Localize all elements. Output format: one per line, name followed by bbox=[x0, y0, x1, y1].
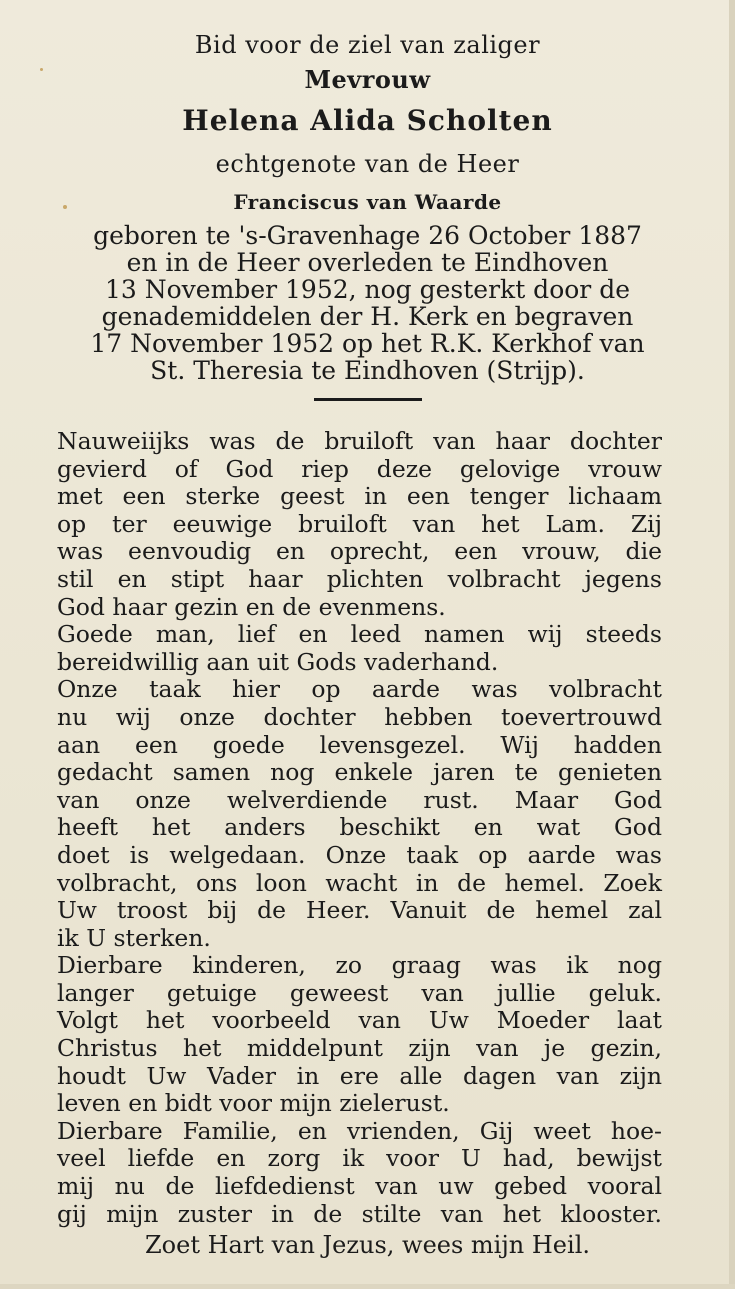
memorial-text-line: nu wij onze dochter hebben toevertrouwd bbox=[57, 702, 662, 731]
memorial-text-line: ik U sterken. bbox=[57, 923, 211, 952]
memorial-text-line: Christus het middelpunt zijn van je gezin, bbox=[57, 1034, 662, 1063]
memorial-text-line: God haar gezin en de evenmens. bbox=[57, 592, 446, 621]
closing-prayer: Zoet Hart van Jezus, wees mijn Heil. bbox=[144, 1231, 590, 1259]
biography bbox=[40, 222, 695, 384]
biography-line: genademiddelen der H. Kerk en begraven bbox=[101, 302, 634, 331]
memorial-text-line: Nauweiijks was de bruiloft van haar dochter bbox=[57, 427, 662, 455]
spouse-name: Franciscus van Waarde bbox=[233, 190, 502, 214]
biography-line: 17 November 1952 op het R.K. Kerkhof van bbox=[90, 329, 645, 358]
memorial-text-line: Goede man, lief en leed namen wij steeds bbox=[57, 620, 662, 649]
memorial-text-line: Dierbare kinderen, zo graag was ik nog bbox=[57, 951, 662, 980]
memorial-text-line: doet is welgedaan. Onze taak op aarde was bbox=[57, 840, 662, 869]
memorial-text-line: leven en bidt voor mijn zielerust. bbox=[57, 1089, 450, 1118]
title-mevrouw: Mevrouw bbox=[304, 65, 431, 94]
biography-line: St. Theresia te Eindhoven (Strijp). bbox=[150, 356, 585, 385]
prayer-line: Bid voor de ziel van zaliger bbox=[194, 31, 541, 59]
memorial-text-line: gevierd of God riep deze gelovige vrouw bbox=[57, 454, 662, 483]
memorial-text-line: Uw troost bij de Heer. Vanuit de hemel zal bbox=[57, 896, 662, 925]
memorial-text-line: was eenvoudig en oprecht, een vrouw, die bbox=[57, 537, 662, 566]
card-header bbox=[40, 28, 695, 401]
memorial-text-line: gij mijn zuster in de stilte van het klooster. bbox=[57, 1199, 662, 1228]
memorial-text-line: stil en stipt haar plichten volbracht jegens bbox=[57, 564, 662, 593]
memorial-text-line: houdt Uw Vader in ere alle dagen van zijn bbox=[57, 1061, 662, 1090]
memorial-text-line: van onze welverdiende rust. Maar God bbox=[57, 785, 662, 814]
memorial-text-line: Volgt het voorbeeld van Uw Moeder laat bbox=[57, 1006, 662, 1035]
memorial-text-line: heeft het anders beschikt en wat God bbox=[57, 813, 662, 842]
memorial-text-line: langer getuige geweest van jullie geluk. bbox=[57, 978, 662, 1007]
biography-line: en in de Heer overleden te Eindhoven bbox=[126, 248, 609, 277]
memorial-text-line: aan een goede levensgezel. Wij hadden bbox=[57, 730, 662, 759]
memorial-text-line: veel liefde en zorg ik voor U had, bewijst bbox=[57, 1144, 662, 1173]
biography-line: geboren te 's-Gravenhage 26 October 1887 bbox=[93, 221, 642, 250]
card-edge-bottom bbox=[0, 1284, 735, 1289]
memorial-text bbox=[57, 428, 662, 1228]
memorial-text-line: mij nu de liefdedienst van uw gebed vooral bbox=[57, 1172, 662, 1201]
memorial-text-line: bereidwillig aan uit Gods vaderhand. bbox=[57, 647, 499, 676]
deceased-name: Helena Alida Scholten bbox=[182, 104, 553, 137]
memorial-text-line: volbracht, ons loon wacht in de hemel. Zoek bbox=[57, 868, 662, 897]
biography-line: 13 November 1952, nog gesterkt door de bbox=[105, 275, 630, 304]
memorial-text-line: met een sterke geest in een tenger lichaam bbox=[57, 482, 662, 511]
card-edge-right bbox=[729, 0, 735, 1289]
memorial-text-line: Onze taak hier op aarde was volbracht bbox=[57, 675, 662, 704]
memorial-text-line: op ter eeuwige bruiloft van het Lam. Zij bbox=[57, 509, 662, 538]
memorial-text-line: Dierbare Familie, en vrienden, Gij weet hoe- bbox=[57, 1116, 662, 1145]
memorial-text-line: gedacht samen nog enkele jaren te genieten bbox=[57, 758, 662, 787]
spouse-intro: echtgenote van de Heer bbox=[215, 150, 520, 178]
section-divider bbox=[314, 398, 422, 401]
